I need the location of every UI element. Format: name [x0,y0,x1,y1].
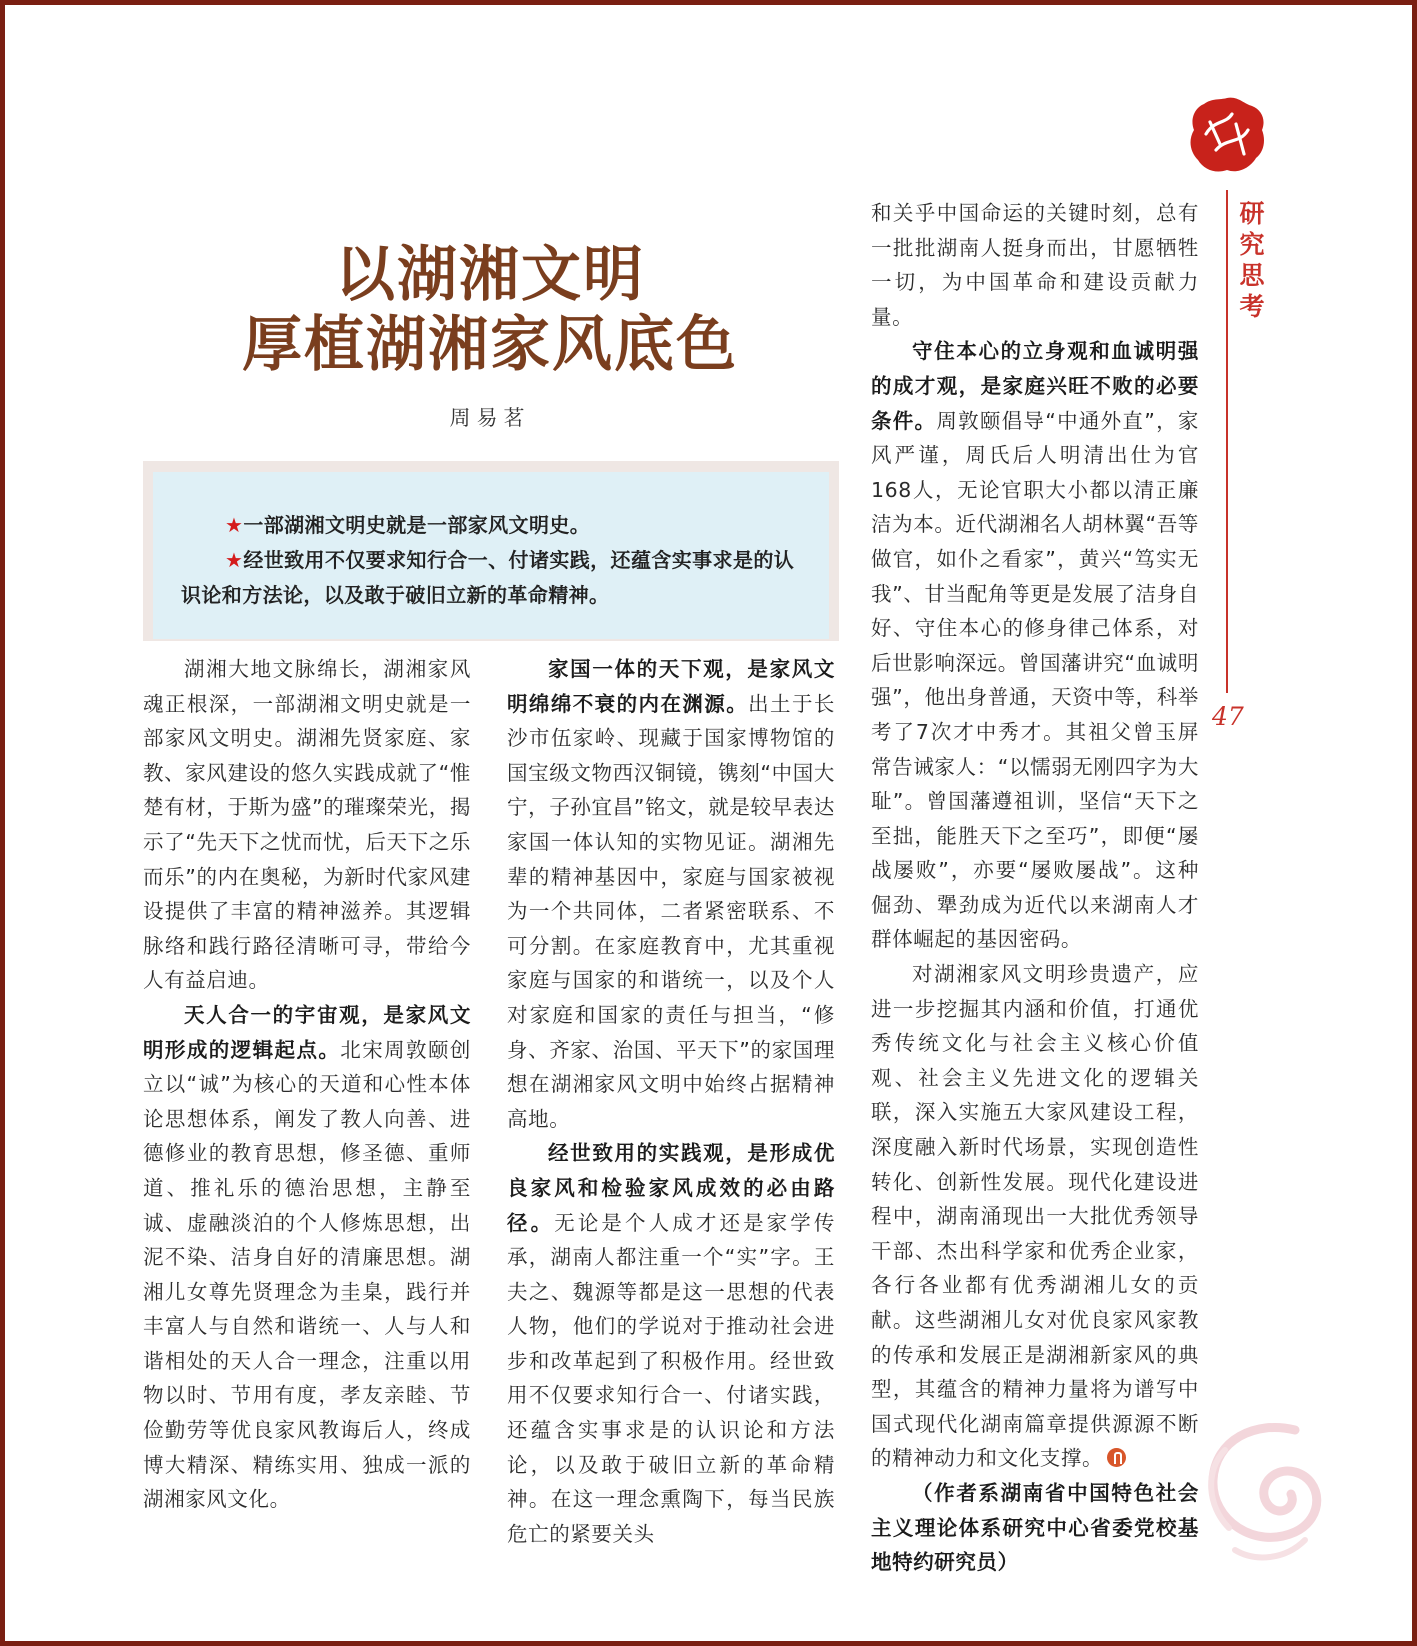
star-icon: ★ [225,548,244,572]
logo-seal-shape [1191,98,1264,172]
summary-point-1: ★一部湖湘文明史就是一部家风文明史。 [225,513,591,537]
paragraph: 湖湘大地文脉绵长，湖湘家风魂正根深，一部湖湘文明史就是一部家风文明史。湖湘先贤家庭、家教、家风建设的悠久实践成就了“惟楚有材，于斯为盛”的璀璨荣光，揭示了“先天下之忧而忧，后天下之乐而乐”的内在奥秘，为新时代家风建设提供了丰富的精神滋养。其逻辑脉络和践行路径清晰可寻，带给今人有益启迪。 [143,657,471,993]
paragraph: 对湖湘家风文明珍贵遗产，应进一步挖掘其内涵和价值，打通优秀传统文化与社会主义核心价值观、社会主义先进文化的逻辑关联，深入实施五大家风建设工程，深度融入新时代场景，实现创造性转化、创新性发展。现代化建设进程中，湖南涌现出一大批优秀领导干部、杰出科学家和优秀企业家，各行各业都有优秀湖湘儿女的贡献。这些湖湘儿女对优良家风家教的传承和发展正是湖湘新家风的典型，其蕴含的精神力量将为谱写中国式现代化湖南篇章提供源源不断的精神动力和文化支撑。 [871,962,1199,1471]
article-title [150,240,830,380]
column-2 [507,652,835,1551]
decorative-swirl-icon [1185,1410,1335,1570]
paragraph-lead: 天人合一的宇宙观，是家风文明形成的逻辑起点。 [143,1002,471,1062]
section-label-char: 究 [1239,230,1265,259]
summary-box [153,472,829,639]
paragraph-lead: 守住本心的立身观和血诚明强的成才观，是家庭兴旺不败的必要条件。 [871,339,1199,433]
star-icon: ★ [225,513,244,537]
column-1 [143,652,471,1517]
magazine-logo [1186,94,1268,176]
summary-point-2: ★经世致用不仅要求知行合一、付诸实践，还蕴含实事求是的认识论和方法论，以及敢于破旧立新的革命精神。 [181,548,795,607]
page-number: 47 [1212,702,1244,731]
section-label-char: 研 [1239,199,1265,228]
section-label [1237,198,1267,322]
paragraph-lead: 经世致用的实践观，是形成优良家风和检验家风成效的必由路径。 [507,1141,835,1235]
paragraph-lead: 家国一体的天下观，是家风文明绵绵不衰的内在渊源。 [507,657,835,716]
title-line-2: 厚植湖湘家风底色 [242,310,738,380]
section-label-char: 思 [1239,261,1265,290]
end-mark-icon [1107,1448,1126,1467]
author-name: 周易茗 [449,406,531,430]
column-3 [871,196,1199,1580]
paragraph: 天人合一的宇宙观，是家风文明形成的逻辑起点。北宋周敦颐创立以“诚”为核心的天道和心性本体论思想体系，阐发了教人向善、进德修业的教育思想，修圣德、重师道、推礼乐的德治思想，主静至诚、虚融淡泊的个人修炼思想，出泥不染、洁身自好的清廉思想。湖湘儿女尊先贤理念为圭臬，践行并丰富人与自然和谐统一、人与人和谐相处的天人合一理念，注重以用物以时、节用有度，孝友亲睦、节俭勤劳等优良家风教诲后人，终成博大精深、精练实用、独成一派的湖湘家风文化。 [143,1002,471,1512]
title-line-1: 以湖湘文明 [335,240,645,310]
paragraph: 家国一体的天下观，是家风文明绵绵不衰的内在渊源。出土于长沙市伍家岭、现藏于国家博物馆的国宝级文物西汉铜镜，镌刻“中国大宁，子孙宜昌”铭文，就是较早表达家国一体认知的实物见证。湖湘先辈的精神基因中，家庭与国家被视为一个共同体，二者紧密联系、不可分割。在家庭教育中，尤其重视家庭与国家的和谐统一，以及个人对家庭和国家的责任与担当，“修身、齐家、治国、平天下”的家国理想在湖湘家风文明中始终占据精神高地。 [507,657,835,1131]
section-label-char: 考 [1239,292,1265,321]
author-bio: （作者系湖南省中国特色社会主义理论体系研究中心省委党校基地特约研究员） [871,1480,1199,1575]
paragraph: 经世致用的实践观，是形成优良家风和检验家风成效的必由路径。无论是个人成才还是家学传承，湖南人都注重一个“实”字。王夫之、魏源等都是这一思想的代表人物，他们的学说对于推动社会进步和改革起到了积极作用。经世致用不仅要求知行合一、付诸实践，还蕴含实事求是的认识论和方法论，以及敢于破旧立新的革命精神。在这一理念熏陶下，每当民族危亡的紧要关头 [507,1141,835,1546]
paragraph: 守住本心的立身观和血诚明强的成才观，是家庭兴旺不败的必要条件。周敦颐倡导“中通外直”，家风严谨，周氏后人明清出仕为官168人，无论官职大小都以清正廉洁为本。近代湖湘名人胡林翼“吾等做官，如仆之看家”，黄兴“笃实无我”、甘当配角等更是发展了洁身自好、守住本心的修身律己体系，对后世影响深远。曾国藩讲究“血诚明强”，他出身普通，天资中等，科举考了7次才中秀才。其祖父曾玉屏常告诫家人：“以懦弱无刚四字为大耻”。曾国藩遵祖训，坚信“天下之至拙，能胜天下之至巧”，即便“屡战屡败”，亦要“屡败屡战”。这种倔劲、犟劲成为近代以来湖南人才群体崛起的基因密码。 [871,339,1199,952]
section-divider-line [1226,190,1228,693]
paragraph: 和关乎中国命运的关键时刻，总有一批批湖南人挺身而出，甘愿牺牲一切，为中国革命和建设贡献力量。 [871,201,1199,329]
